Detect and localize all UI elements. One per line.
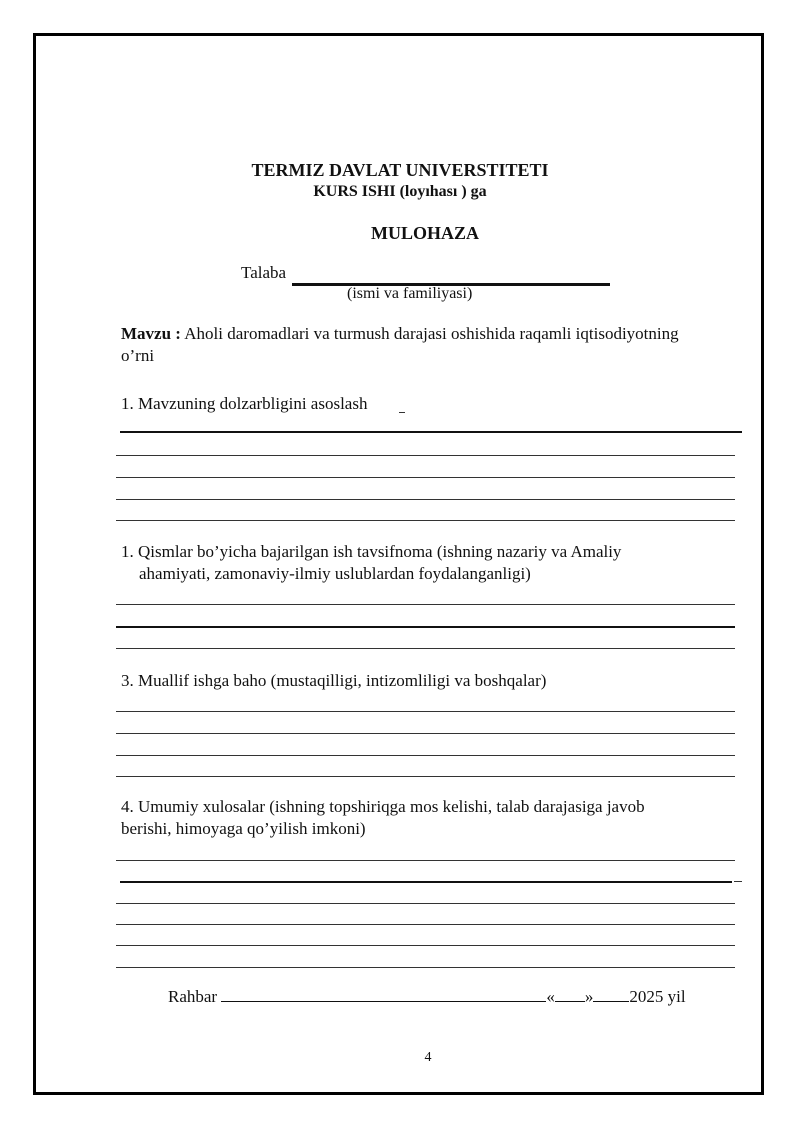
quote-close: »: [584, 987, 594, 1006]
answer-line[interactable]: [116, 733, 735, 734]
answer-line[interactable]: [116, 520, 735, 521]
answer-line[interactable]: [120, 881, 732, 883]
answer-line[interactable]: [116, 903, 735, 904]
answer-line[interactable]: [116, 924, 735, 925]
answer-line[interactable]: [116, 626, 735, 628]
answer-line[interactable]: [116, 604, 735, 605]
day-field[interactable]: [555, 1001, 585, 1002]
year-text: 2025 yil: [629, 987, 686, 1006]
answer-line[interactable]: [116, 860, 735, 861]
section-4-heading-line2: berishi, himoyaga qo’yilish imkoni): [121, 819, 366, 838]
supervisor-label: Rahbar: [168, 987, 218, 1006]
document-title: MULOHAZA: [371, 223, 479, 243]
section-3-heading: 3. Muallif ishga baho (mustaqilligi, intizomliligi va boshqalar): [121, 671, 547, 690]
topic-paragraph: [121, 324, 679, 344]
university-name: TERMIZ DAVLAT UNIVERSTITETI: [251, 160, 549, 180]
answer-line[interactable]: [116, 967, 735, 968]
student-name-hint: (ismi va familiyasi): [347, 285, 473, 302]
month-field[interactable]: [593, 1001, 629, 1002]
page-number: 4: [424, 1050, 432, 1065]
section-1-tail: [399, 412, 405, 413]
answer-line[interactable]: [116, 455, 735, 456]
answer-line[interactable]: [116, 776, 735, 777]
section-2-heading-line2: ahamiyati, zamonaviy-ilmiy uslublardan foydalanganligi): [139, 564, 531, 583]
answer-line[interactable]: [116, 499, 735, 500]
answer-line-tail: [734, 881, 742, 882]
topic-label: Mavzu :: [121, 324, 181, 343]
course-work-line: KURS ISHI (loyıhası ) ga: [313, 183, 487, 200]
student-label: Talaba: [241, 263, 287, 282]
answer-line[interactable]: [116, 945, 735, 946]
answer-line[interactable]: [116, 648, 735, 649]
section-2-heading-line1: 1. Qismlar bo’yicha bajarilgan ish tavsifnoma (ishning nazariy va Amaliy: [121, 542, 622, 561]
answer-line[interactable]: [116, 755, 735, 756]
supervisor-signature-field[interactable]: [221, 1001, 546, 1002]
answer-line[interactable]: [120, 431, 742, 433]
section-4-heading-line1: 4. Umumiy xulosalar (ishning topshiriqga mos kelishi, talab darajasiga javob: [121, 797, 645, 816]
quote-open: «: [546, 987, 555, 1006]
section-1-heading: 1. Mavzuning dolzarbligini asoslash: [121, 394, 368, 413]
supervisor-signature-row: [168, 987, 686, 1007]
topic-text-line1: Aholi daromadlari va turmush darajasi oshishida raqamli iqtisodiyotning: [180, 324, 679, 343]
answer-line[interactable]: [116, 711, 735, 712]
answer-line[interactable]: [116, 477, 735, 478]
topic-text-line2: o’rni: [121, 346, 155, 365]
